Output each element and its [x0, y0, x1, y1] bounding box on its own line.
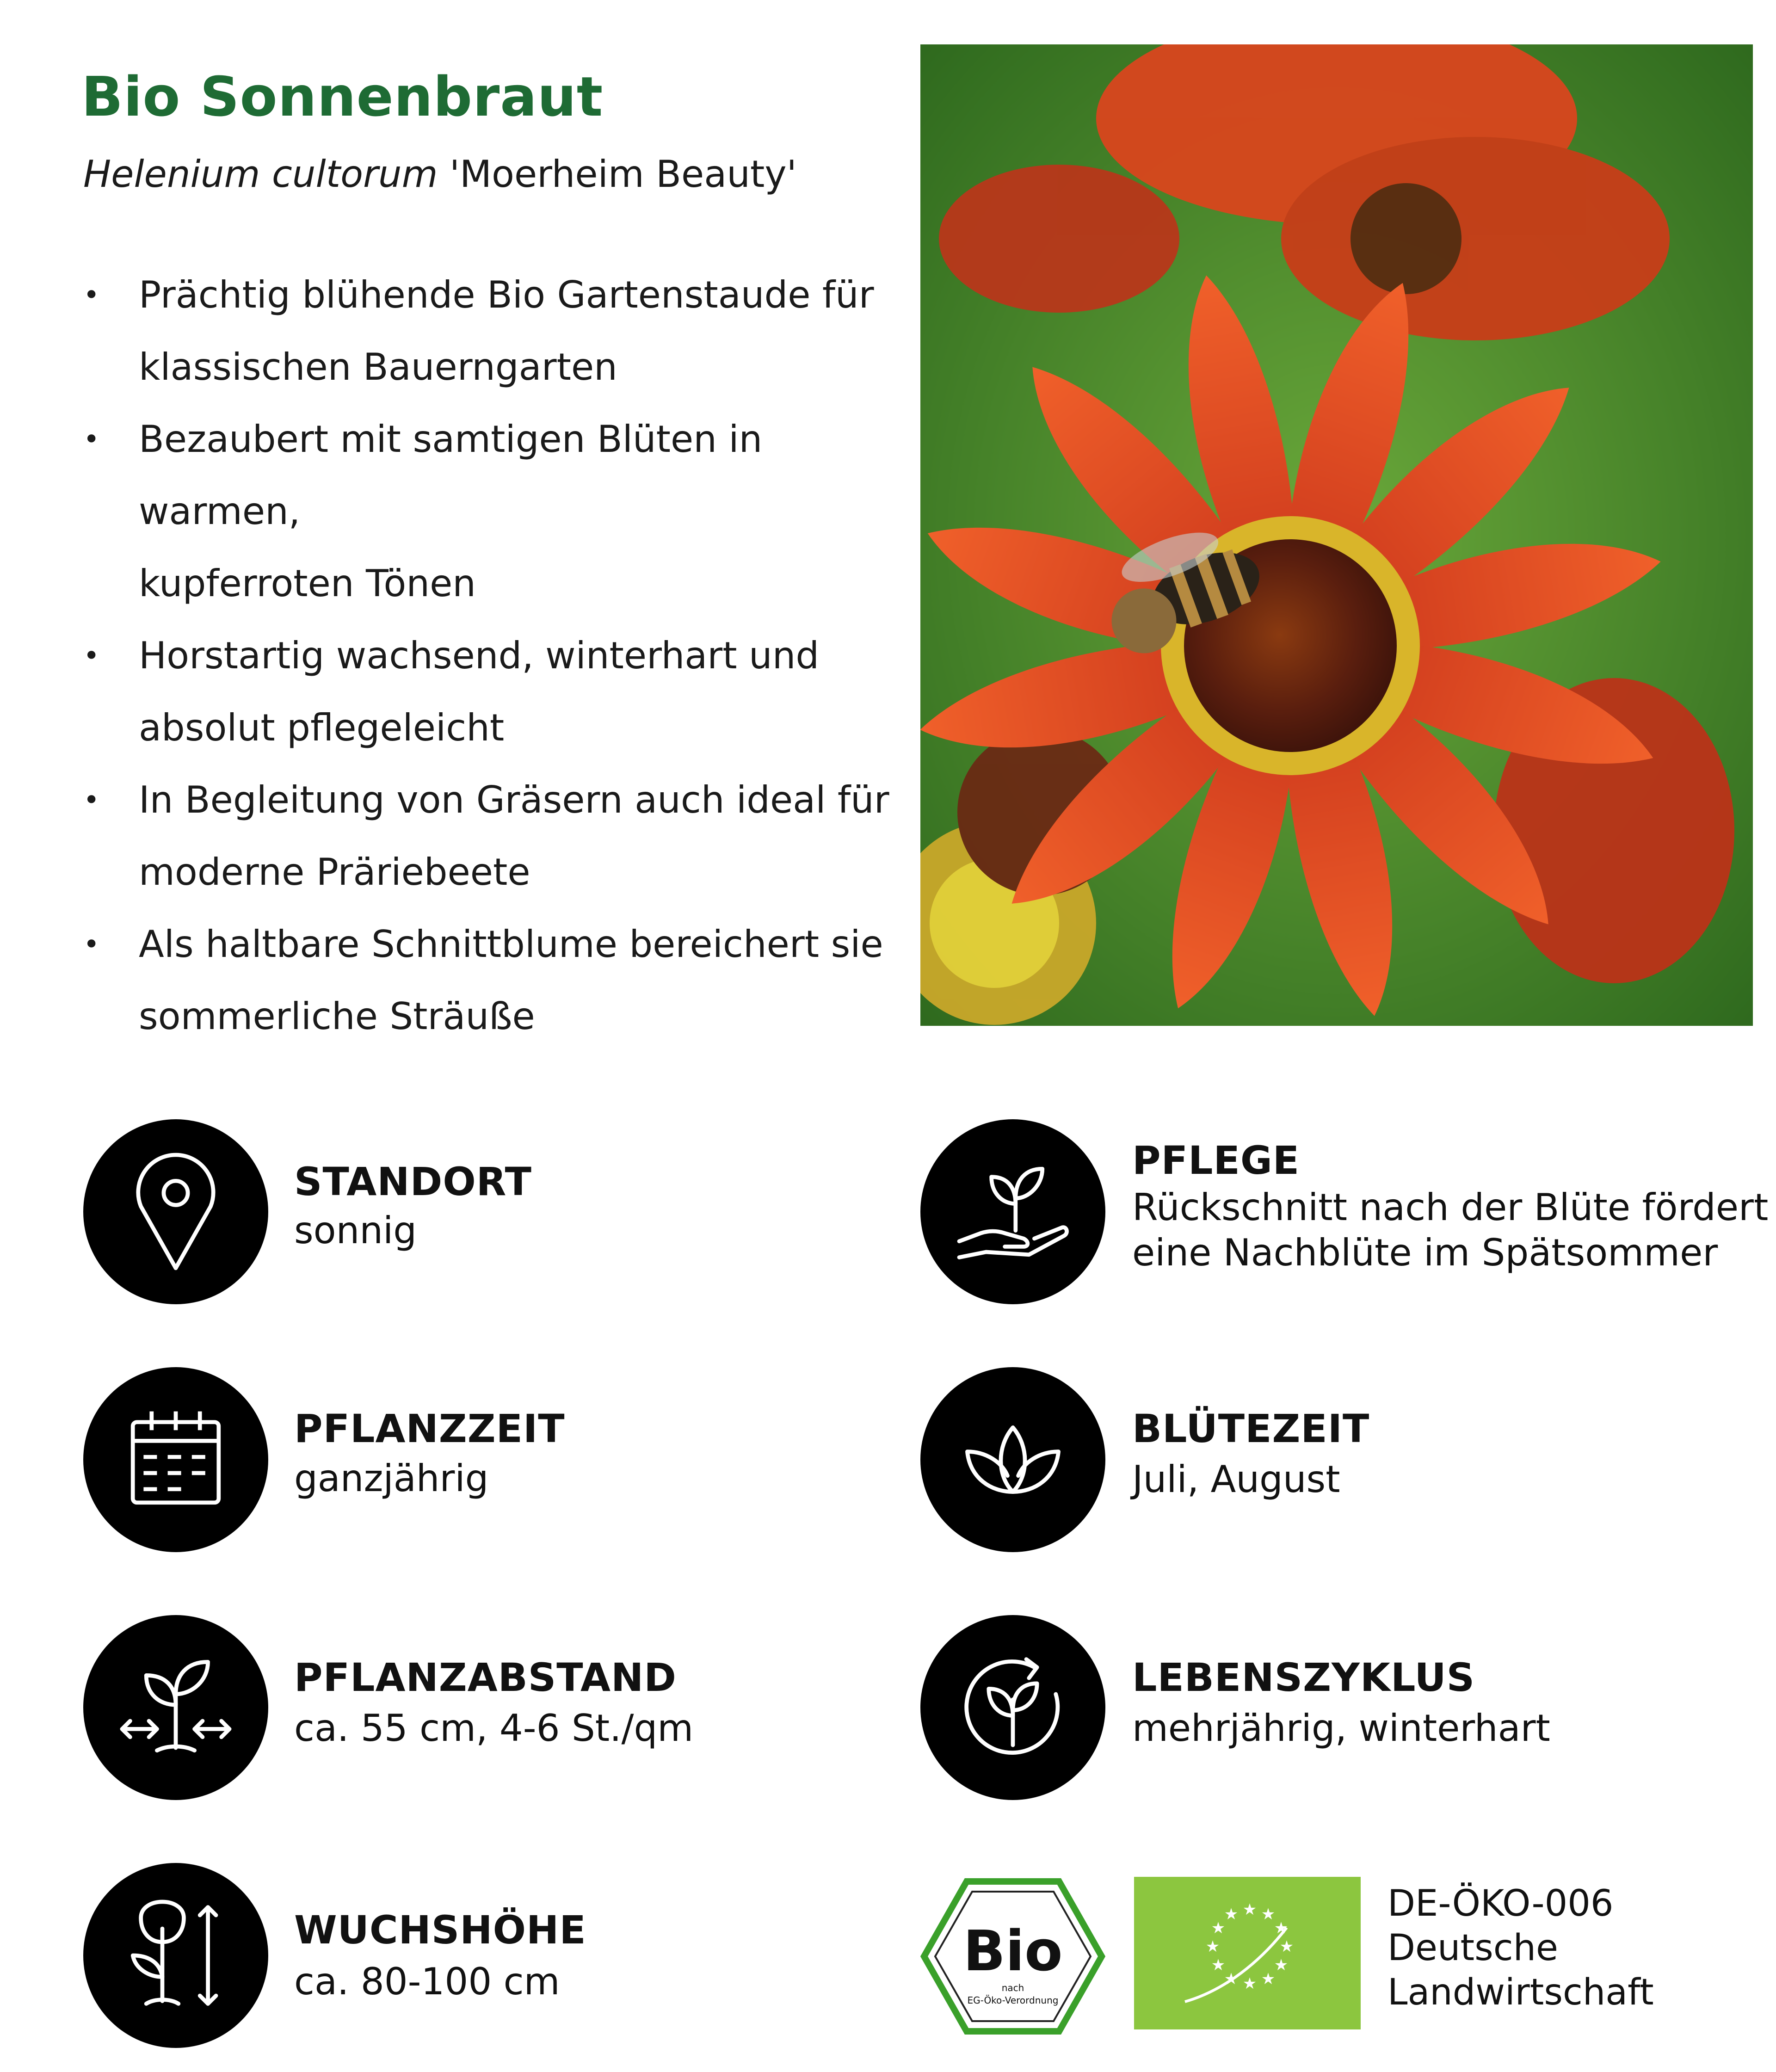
bullet-icon: • [83, 640, 100, 672]
lotus-flower-icon [920, 1367, 1105, 1552]
list-item: • Als haltbare Schnittblume bereichert sie sommerliche Sträuße [83, 908, 925, 1053]
svg-text:★: ★ [1279, 1937, 1294, 1956]
lebenszyklus-value: mehrjährig, winterhart [1132, 1707, 1550, 1750]
svg-text:★: ★ [1261, 1905, 1276, 1924]
svg-text:★: ★ [1242, 1900, 1257, 1919]
list-item: • Horstartig wachsend, winterhart und absolut pflegeleicht [83, 620, 925, 764]
certification-code: DE-ÖKO-006 [1388, 1883, 1614, 1924]
calendar-icon [83, 1367, 268, 1552]
pflanzabstand-value: ca. 55 cm, 4-6 St./qm [294, 1707, 694, 1750]
svg-text:★: ★ [1224, 1970, 1239, 1988]
bullet-icon: • [83, 423, 100, 456]
list-item: • Prächtig blühende Bio Gartenstaude für klassischen Bauerngarten [83, 259, 925, 403]
svg-text:★: ★ [1211, 1919, 1226, 1937]
list-item: • Bezaubert mit samtigen Blüten in warmen, kupferroten Tönen [83, 403, 925, 620]
bluetezeit-label: BLÜTEZEIT [1132, 1406, 1370, 1451]
hand-sprout-icon [920, 1119, 1105, 1304]
svg-text:★: ★ [1261, 1970, 1276, 1988]
feature-list [83, 259, 925, 1053]
pflanzzeit-value: ganzjährig [294, 1457, 489, 1500]
latin-name: Helenium cultorum [83, 153, 438, 196]
product-photo [920, 44, 1753, 1026]
plant-height-icon [83, 1863, 268, 2048]
bullet-icon: • [83, 279, 100, 311]
svg-text:★: ★ [1274, 1956, 1289, 1974]
pflanzzeit-label: PFLANZZEIT [294, 1406, 565, 1451]
pflanzabstand-label: PFLANZABSTAND [294, 1655, 677, 1700]
svg-text:★: ★ [1242, 1974, 1257, 1993]
certification-text [1388, 1881, 1654, 2015]
bullet-icon: • [83, 928, 100, 961]
product-title: Bio Sonnenbraut [81, 65, 604, 129]
bio-seal-sub2: EG-Öko-Verordnung [967, 1995, 1059, 2006]
standort-value: sonnig [294, 1209, 417, 1252]
svg-text:★: ★ [1274, 1919, 1289, 1937]
flower-illustration [920, 44, 1753, 1026]
eu-leaf-stars-icon [1134, 1877, 1361, 2029]
bio-seal-sub1: nach [1001, 1982, 1024, 1993]
pflege-value-line2: eine Nachblüte im Spätsommer [1132, 1231, 1718, 1274]
bullet-icon: • [83, 784, 100, 816]
svg-text:★: ★ [1205, 1937, 1220, 1956]
botanical-name [83, 153, 797, 196]
eu-organic-leaf-logo [1134, 1877, 1361, 2029]
lebenszyklus-label: LEBENSZYKLUS [1132, 1655, 1475, 1700]
wuchshoehe-value: ca. 80-100 cm [294, 1960, 560, 2003]
pflege-label: PFLEGE [1132, 1138, 1300, 1183]
svg-text:★: ★ [1224, 1905, 1239, 1924]
bio-seal-logo [920, 1878, 1105, 2035]
certification-line2: Deutsche [1388, 1927, 1559, 1969]
location-pin-icon [83, 1119, 268, 1304]
wuchshoehe-label: WUCHSHÖHE [294, 1907, 586, 1953]
standort-label: STANDORT [294, 1159, 532, 1204]
bio-seal-text: Bio [963, 1919, 1063, 1984]
lifecycle-icon [920, 1615, 1105, 1800]
cultivar-name: 'Moerheim Beauty' [450, 153, 797, 196]
certification-line3: Landwirtschaft [1388, 1972, 1654, 2013]
bluetezeit-value: Juli, August [1132, 1458, 1340, 1501]
svg-text:★: ★ [1211, 1956, 1226, 1974]
plant-spacing-icon [83, 1615, 268, 1800]
list-item: • In Begleitung von Gräsern auch ideal für moderne Präriebeete [83, 764, 925, 908]
pflege-value-line1: Rückschnitt nach der Blüte fördert [1132, 1186, 1769, 1229]
